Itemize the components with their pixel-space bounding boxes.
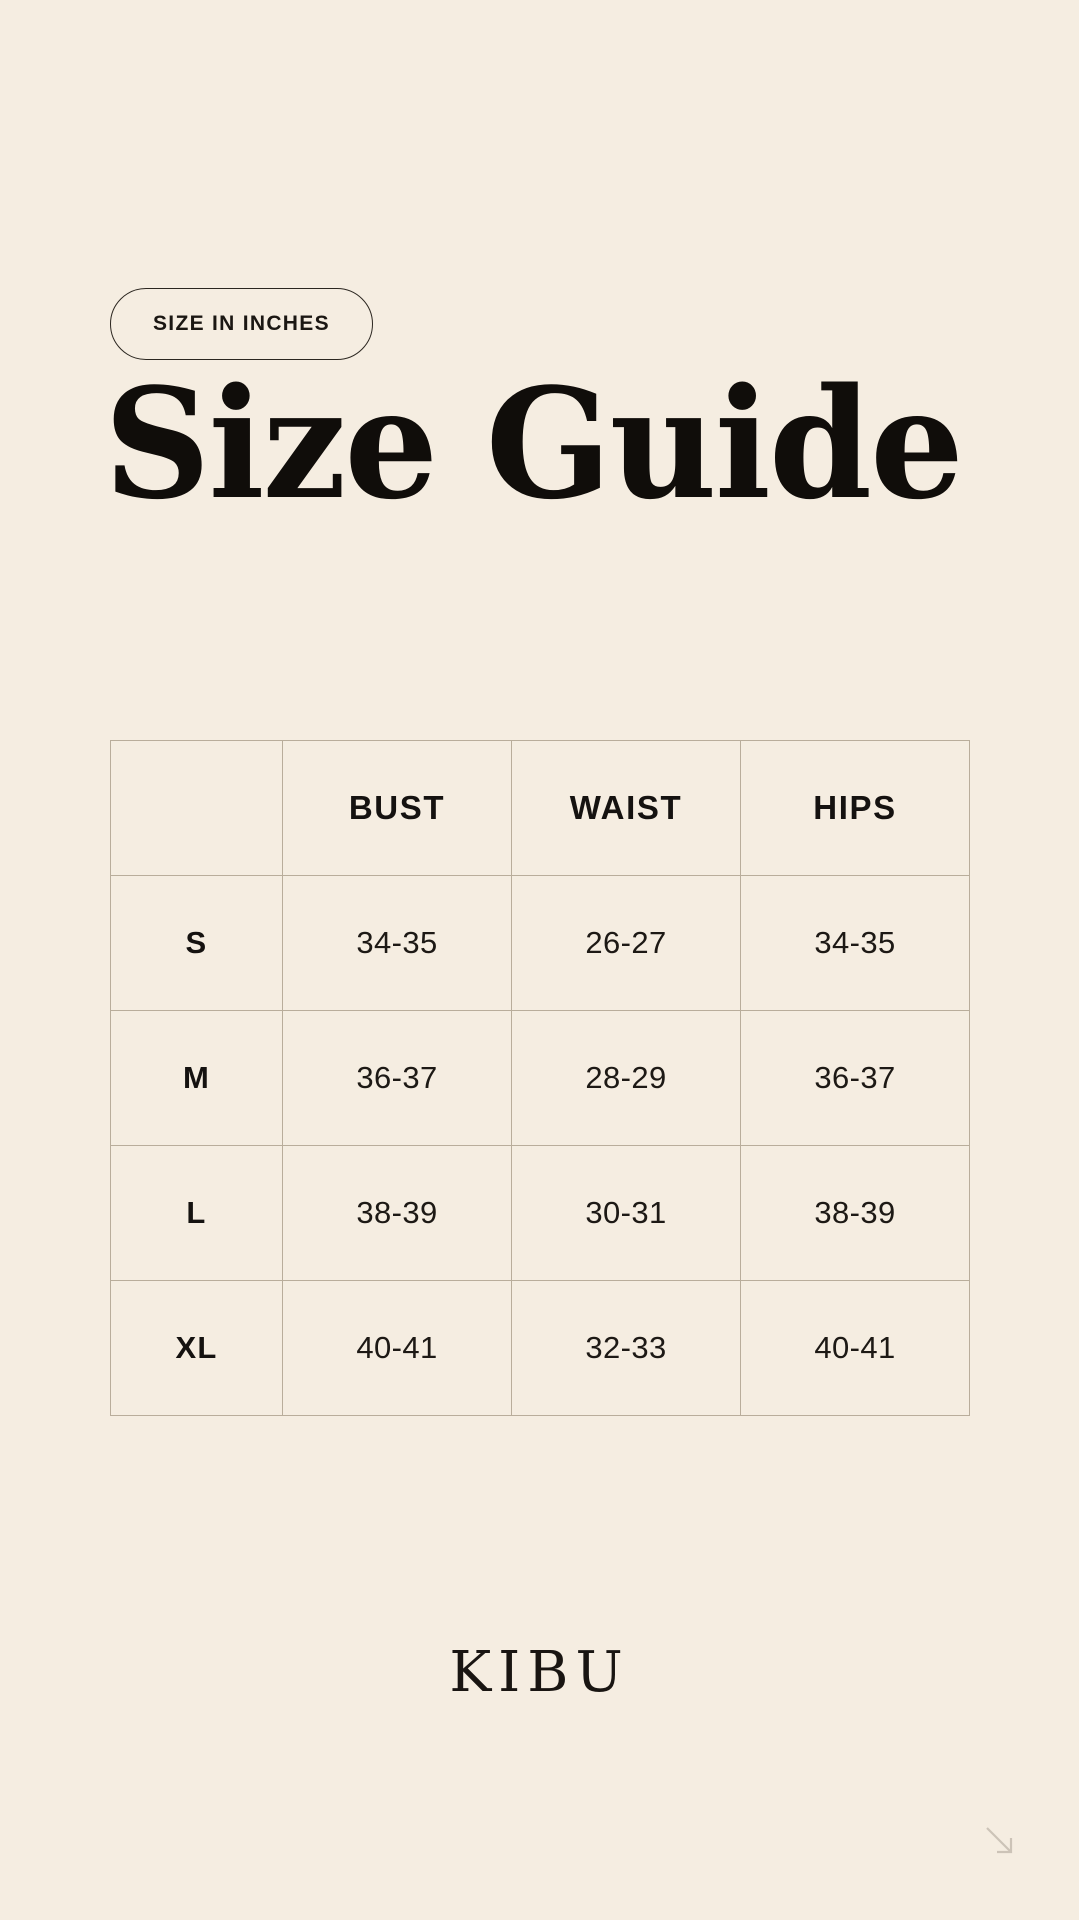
row-hips-value: 38-39: [741, 1146, 970, 1281]
row-size-label: XL: [111, 1281, 283, 1416]
brand-logo: KIBU: [449, 1640, 630, 1705]
size-unit-badge: [110, 288, 373, 360]
table-header-cell-bust: BUST: [283, 741, 512, 876]
row-bust-value: 40-41: [283, 1281, 512, 1416]
table-row: [111, 1281, 970, 1416]
row-bust-value: 38-39: [283, 1146, 512, 1281]
row-waist-value: 30-31: [512, 1146, 741, 1281]
row-bust-value: 36-37: [283, 1011, 512, 1146]
table-header-cell-blank: [111, 741, 283, 876]
size-chart-table: [110, 740, 970, 1416]
row-size-label: M: [111, 1011, 283, 1146]
table-row: [111, 876, 970, 1011]
row-waist-value: 32-33: [512, 1281, 741, 1416]
row-size-label: S: [111, 876, 283, 1011]
row-hips-value: 34-35: [741, 876, 970, 1011]
row-waist-value: 26-27: [512, 876, 741, 1011]
table-row: [111, 1011, 970, 1146]
table-header-cell-waist: WAIST: [512, 741, 741, 876]
arrow-down-right-icon: [979, 1820, 1019, 1860]
table-header-cell-hips: HIPS: [741, 741, 970, 876]
row-waist-value: 28-29: [512, 1011, 741, 1146]
table-row: [111, 1146, 970, 1281]
page-title: Size Guide: [104, 354, 962, 533]
table-header-row: [111, 741, 970, 876]
row-bust-value: 34-35: [283, 876, 512, 1011]
row-size-label: L: [111, 1146, 283, 1281]
row-hips-value: 36-37: [741, 1011, 970, 1146]
size-unit-badge-label: SIZE IN INCHES: [153, 312, 330, 335]
row-hips-value: 40-41: [741, 1281, 970, 1416]
